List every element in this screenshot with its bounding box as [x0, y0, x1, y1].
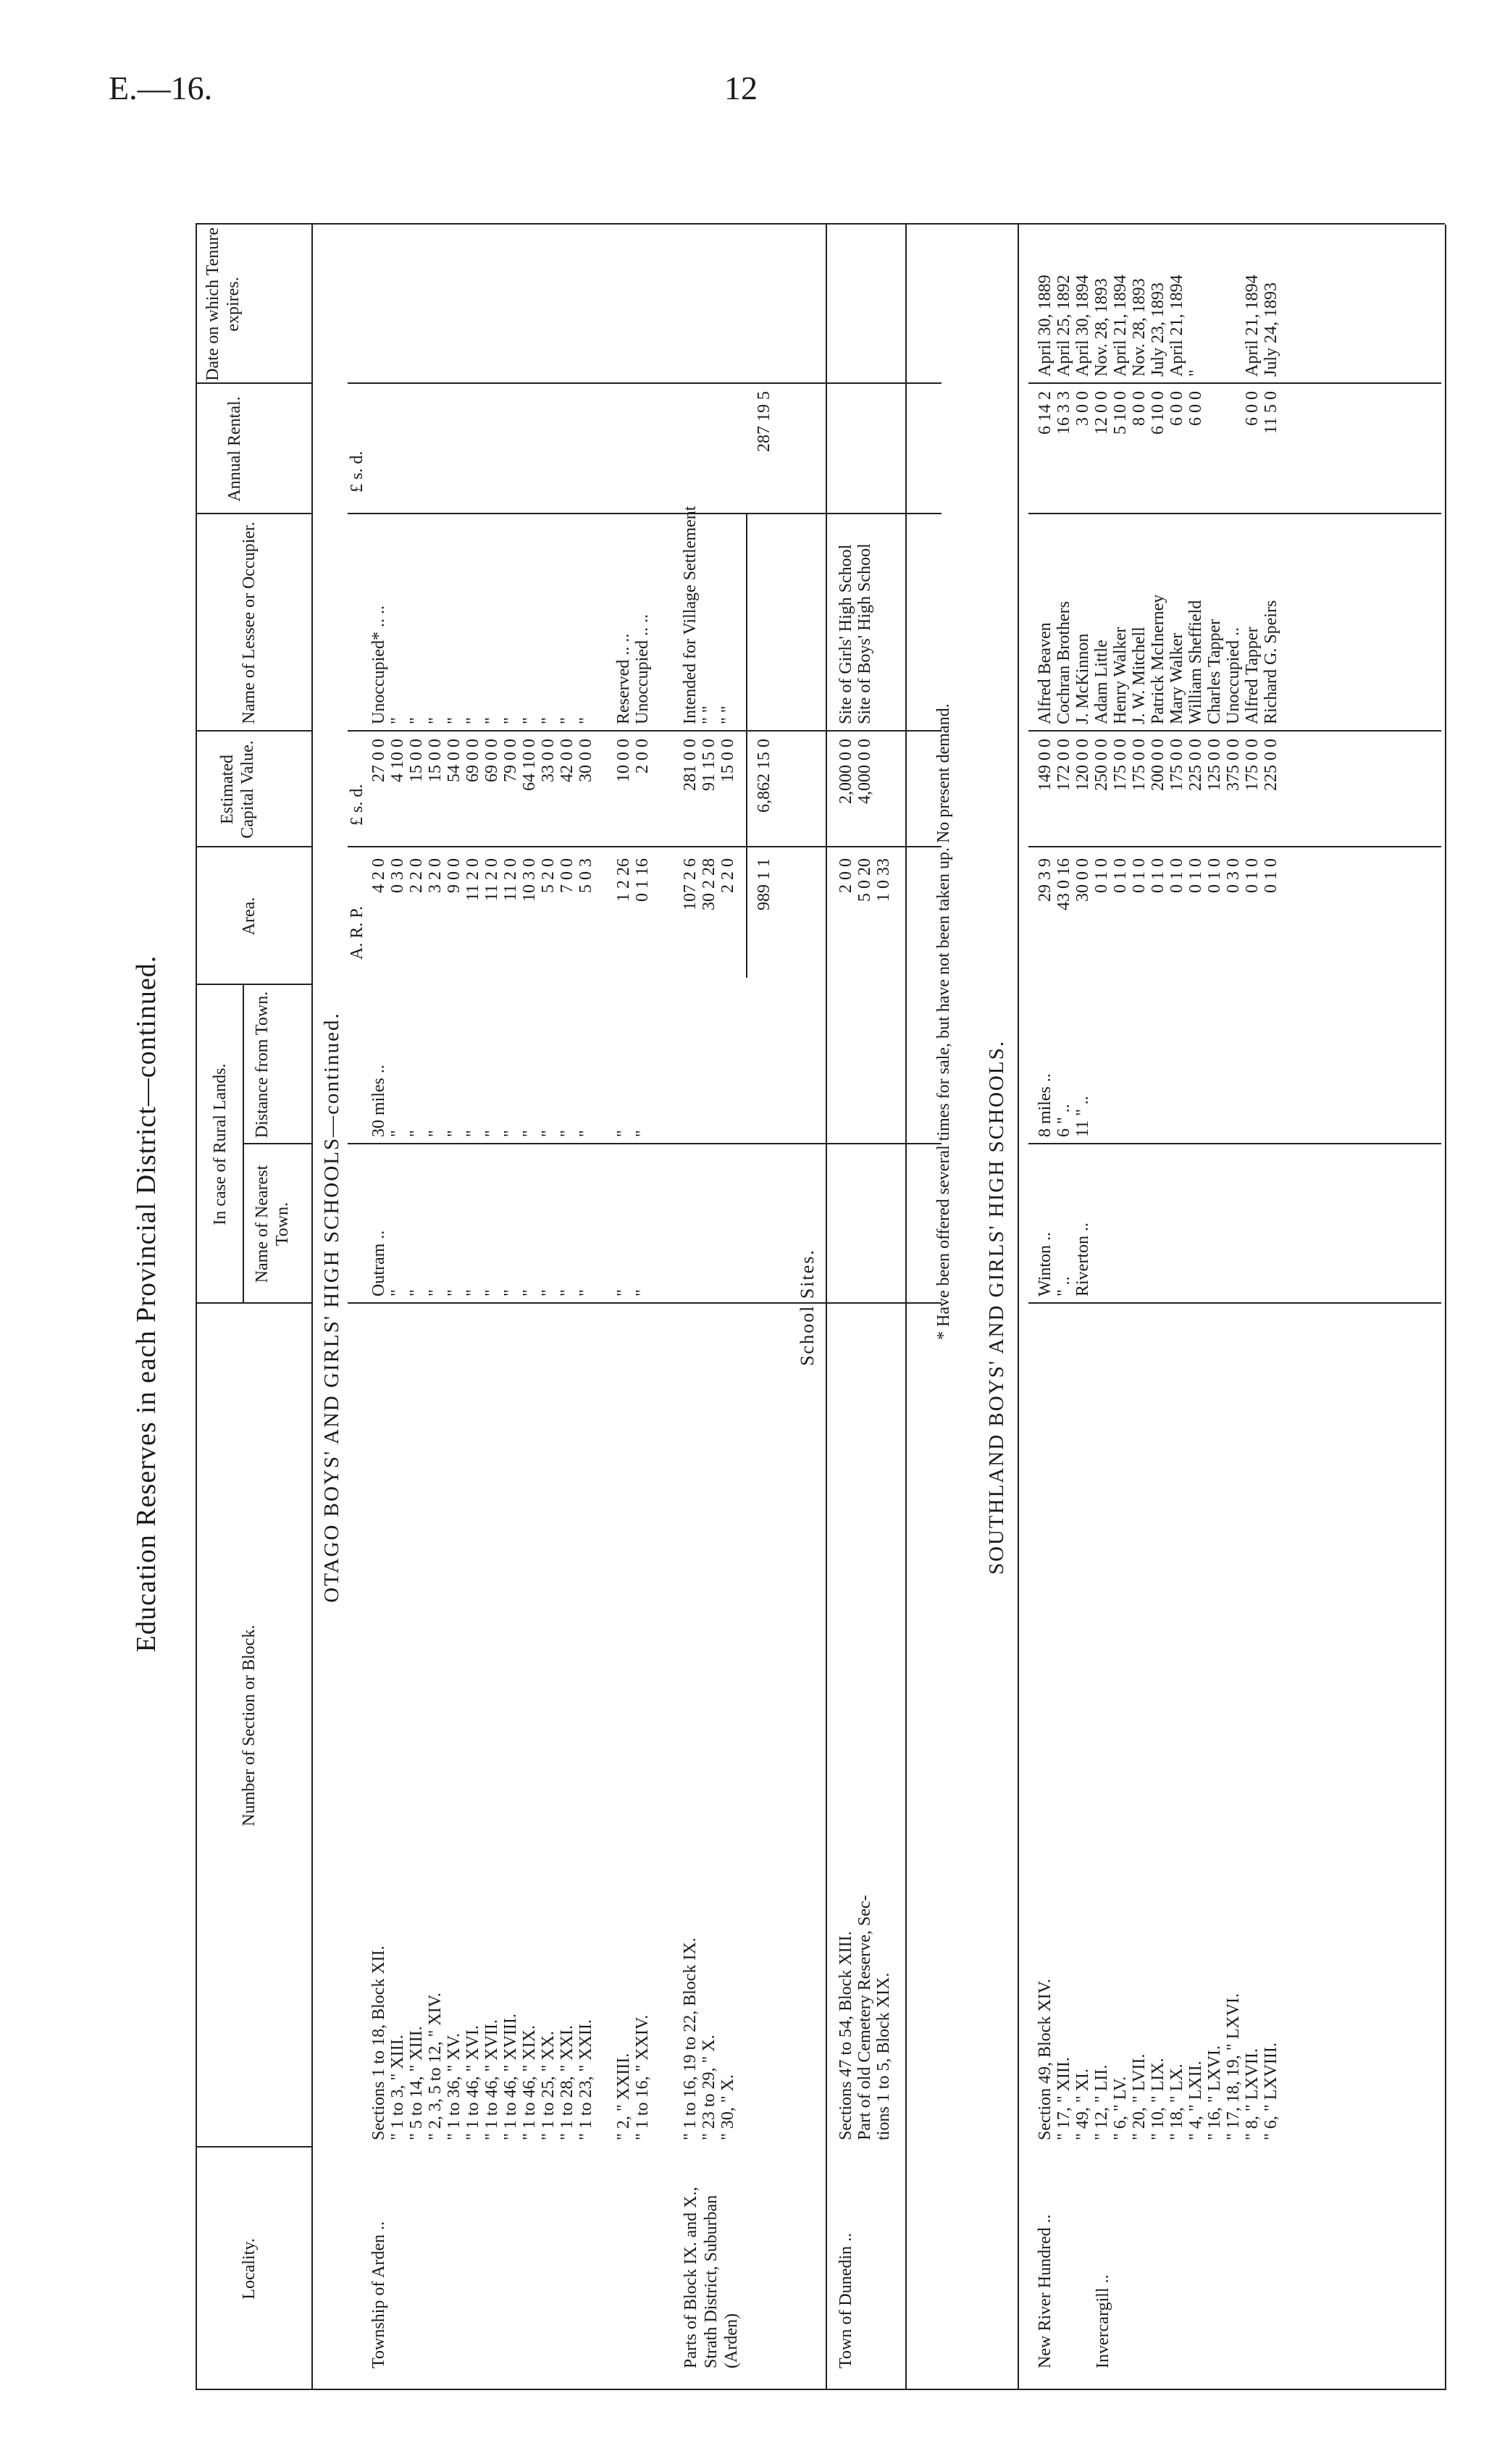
- table-row: " 1 to 25, " XX.: [539, 2031, 558, 2140]
- southland-heading: SOUTHLAND BOYS' AND GIRLS' HIGH SCHOOLS.: [985, 1039, 1008, 1575]
- table-row: Section 49, Block XIV.: [1036, 1979, 1054, 2140]
- table-row: " 8, " LXVII.: [1243, 2048, 1262, 2140]
- body-rule: [348, 730, 942, 732]
- southland-rentals: 6 14 2 16 3 3 3 0 0 12 0 0 5 10 0 8 0 0 6 10 0 6 0 0 6 0 0 6 0 0 11 5 0: [1036, 391, 1280, 435]
- top-rule: [196, 225, 197, 2390]
- table-row: " 10, " LIX.: [1149, 2058, 1167, 2140]
- arden-distances: 30 miles .. " " " " " " " " " " " " ": [369, 1065, 652, 1137]
- header-section: Number of Section or Block.: [240, 1625, 259, 1827]
- strath-areas: 107 2 6 30 2 28 2 2 0: [681, 858, 737, 910]
- table-row: Sections 1 to 18, Block XII.: [369, 1945, 388, 2140]
- arden-values: 27 0 0 4 10 0 15 0 0 15 0 0 54 0 0 69 0 0 69 0 0 79 0 0 64 10 0 33 0 0 42 0 0 30 0 0 10 0 0 2 0 0: [369, 739, 652, 791]
- table-row: " 1 to 46, " XVIII.: [501, 2013, 520, 2140]
- body-rule: [348, 1143, 942, 1144]
- strath-sections: [681, 1937, 737, 2140]
- locality-dunedin: Town of Dunedin ..: [836, 2233, 855, 2368]
- table-row: " 2, " XXIII.: [614, 2053, 633, 2140]
- header-rental: Annual Rental.: [225, 396, 244, 502]
- table-row: " 1 to 36, " XV.: [445, 2033, 464, 2140]
- row-rule: [826, 225, 827, 2390]
- body-rule: [348, 382, 942, 384]
- table-row: " 1 to 28, " XXI.: [558, 2025, 576, 2140]
- table-row: " 1 to 3, " XIII.: [388, 2035, 407, 2140]
- table-row: " 1 to 16, 19 to 22, Block IX.: [681, 1937, 700, 2140]
- header-rule: [311, 225, 313, 2390]
- body-rule: [348, 1302, 942, 1304]
- southland-values: 149 0 0 172 0 0 120 0 0 250 0 0 175 0 0 175 0 0 200 0 0 175 0 0 225 0 0 125 0 0 375 0 0 175 0 0 225 0 0: [1036, 739, 1280, 791]
- table-row: [595, 1945, 614, 2140]
- southland-lessees: Alfred Beaven Cochran Brothers J. McKinnon Adam Little Henry Walker J. W. Mitchell Patrick McInerney Mary Walker William Sheffield Charles Tapper Unoccupied .. Alfred Tapper Richard G. Speirs: [1036, 594, 1280, 724]
- total-area: 989 1 1: [755, 858, 773, 910]
- arden-sections: [369, 1945, 652, 2140]
- header-value: Estimated Capital Value.: [218, 740, 257, 839]
- southland-dates: April 30, 1889 April 25, 1892 April 30, 1894 Nov. 28, 1893 April 21, 1894 Nov. 28, 1893 July 23, 1893 April 21, 1894 " April 21, 1894 July 24, 1893: [1036, 275, 1280, 377]
- rental-units: £ s. d.: [348, 451, 366, 493]
- table-row: " 1 to 46, " XVI.: [464, 2025, 482, 2140]
- arden-towns: Outram .. " " " " " " " " " " " " ": [369, 1230, 652, 1296]
- table-row: tions 1 to 5, Block XIX.: [874, 1972, 893, 2140]
- table-row: " 17, 18, 19, " LXVI.: [1224, 1993, 1243, 2140]
- table-row: Part of old Cemetery Reserve, Sec-: [855, 1895, 874, 2140]
- table-row: " 16, " LXVI.: [1205, 2045, 1224, 2140]
- table-row: " 1 to 46, " XVII.: [482, 2019, 501, 2140]
- locality-invercargill: Invercargill ..: [1094, 2274, 1112, 2368]
- page-reference: E.—16.: [109, 70, 213, 106]
- table-row: " 17, " XIII.: [1054, 2057, 1073, 2140]
- locality-new-river: New River Hundred ..: [1036, 2214, 1054, 2368]
- header-lessee: Name of Lessee or Occupier.: [240, 521, 259, 724]
- body-rule: [1028, 513, 1441, 514]
- table-row: " 5 to 14, " XIII.: [407, 2026, 426, 2140]
- table-row: " 12, " LII.: [1092, 2064, 1111, 2140]
- strath-lessees: Intended for Village Settlement " " " ": [681, 506, 737, 724]
- footnote: * Have been offered several times for sale, but have not been taken up. No present demand.: [934, 703, 953, 1340]
- table-row: " 1 to 23, " XXII.: [576, 2019, 595, 2140]
- total-rental: 287 19 5: [755, 391, 773, 452]
- table-row: " 4, " LXII.: [1186, 2061, 1205, 2140]
- school-sites-heading: School Sites.: [797, 1249, 818, 1366]
- dunedin-values: 2,000 0 0 4,000 0 0: [836, 739, 874, 804]
- dunedin-lessees: Site of Girls' High School Site of Boys' High School: [836, 543, 874, 724]
- table-row: " 20, " LVII.: [1130, 2053, 1149, 2140]
- right-rule: [196, 223, 1445, 225]
- otago-heading: OTAGO BOYS' AND GIRLS' HIGH SCHOOLS—continued.: [320, 1012, 343, 1603]
- southland-towns: Winton .. " .. Riverton ..: [1036, 1223, 1092, 1296]
- body-rule: [348, 513, 942, 514]
- row-rule: [905, 225, 907, 2390]
- header-nearest-town: Name of Nearest Town.: [253, 1165, 292, 1283]
- table-row: " 1 to 46, " XIX.: [520, 2025, 539, 2140]
- table-row: " 6, " LV.: [1111, 2076, 1130, 2140]
- bottom-rule: [1445, 225, 1446, 2390]
- total-value: 6,862 15 0: [755, 739, 773, 813]
- body-rule: [1028, 1143, 1441, 1144]
- arden-areas: 4 2 0 0 3 0 2 2 0 3 2 0 9 0 0 11 2 0 11 2 0 11 2 0 10 3 0 5 2 0 7 0 0 5 0 3 1 2 26 0 1 16: [369, 858, 652, 902]
- table-title: Education Reserves in each Provincial District—continued.: [131, 955, 162, 1653]
- value-units: £ s. d.: [348, 784, 366, 826]
- total-rule: [746, 514, 747, 978]
- header-locality: Locality.: [240, 2238, 259, 2300]
- arden-lessees: Unoccupied* .. .. " " " " " " " " " " " Reserved .. .. Unoccupied .. ..: [369, 605, 652, 724]
- table-row: " 1 to 16, " XXIV.: [633, 2014, 652, 2140]
- page-number: 12: [724, 70, 758, 106]
- locality-strath: Parts of Block IX. and X., Strath District, Suburban (Arden): [682, 2187, 741, 2368]
- area-units: A. R. P.: [348, 905, 366, 960]
- table-row: " 30, " X.: [718, 2074, 737, 2140]
- dunedin-areas: 2 0 0 5 0 20 1 0 33: [836, 858, 893, 902]
- header-rural: In case of Rural Lands.: [211, 1063, 230, 1225]
- rural-rule: [243, 985, 244, 1304]
- southland-sections: [1036, 1979, 1280, 2140]
- rotated-table: [130, 217, 1448, 2390]
- header-date: Date on which Tenure expires.: [204, 227, 243, 381]
- locality-arden: Township of Arden ..: [369, 2221, 388, 2368]
- left-rule: [196, 2389, 1445, 2390]
- dunedin-sections: [836, 1895, 893, 2140]
- strath-values: 281 0 0 91 15 0 15 0 0: [681, 739, 737, 791]
- table-row: " 2, 3, 5 to 12, " XIV.: [426, 1992, 445, 2140]
- table-row: " 18, " LX.: [1167, 2063, 1186, 2140]
- southland-areas: 29 3 9 43 0 16 30 0 0 0 1 0 0 1 0 0 1 0 0 1 0 0 1 0 0 1 0 0 1 0 0 3 0 0 1 0 0 1 0: [1036, 858, 1280, 910]
- table-row: " 23 to 29, " X.: [700, 2035, 718, 2140]
- body-rule: [1028, 382, 1441, 384]
- table-row: " 6, " LXVIII.: [1262, 2042, 1280, 2140]
- section-rule: [1018, 225, 1019, 2390]
- southland-distances: 8 miles .. 6 " .. 11 " ..: [1036, 1073, 1092, 1137]
- header-area: Area.: [240, 897, 259, 936]
- body-rule: [1028, 846, 1441, 847]
- body-rule: [348, 846, 942, 847]
- table-row: Sections 47 to 54, Block XIII.: [836, 1931, 855, 2140]
- body-rule: [1028, 1302, 1441, 1304]
- header-distance: Distance from Town.: [253, 991, 272, 1139]
- table-row: " 49, " XI.: [1073, 2069, 1092, 2140]
- body-rule: [1028, 730, 1441, 732]
